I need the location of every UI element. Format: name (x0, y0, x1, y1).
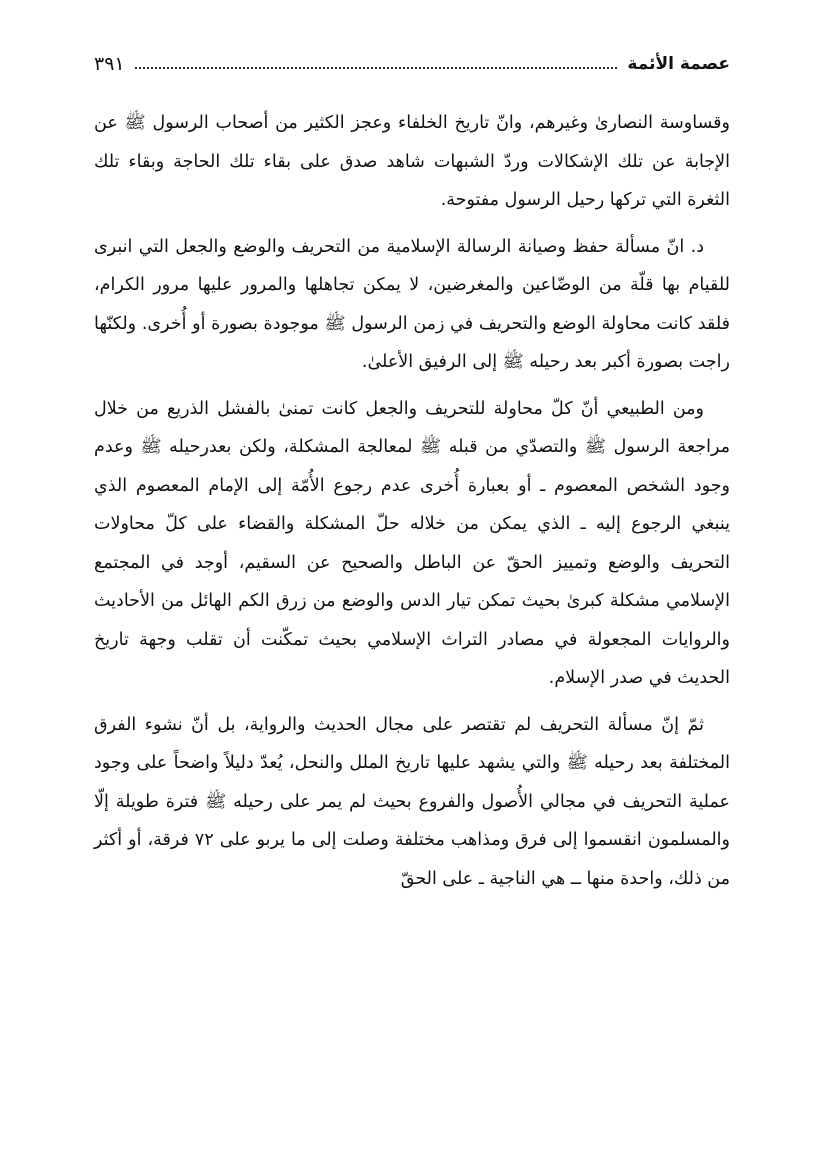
body-text (94, 104, 730, 898)
paragraph-continuation: وقساوسة النصارىٰ وغيرهم، وانّ تاريخ الخلفاء وعجز الكثير من أصحاب الرسول ﷺ عن الإجابة عن تلك الإشكالات وردّ الشبهات شاهد صدق على بقاء تلك الحاجة وبقاء تلك الثغرة التي تركها رحيل الرسول مفتوحة. (94, 113, 730, 210)
page-header (94, 44, 730, 76)
paragraph-natural-consequence: ومن الطبيعي أنّ كلّ محاولة للتحريف والجعل كانت تمنىٰ بالفشل الذريع من خلال مراجعة الرسول ﷺ والتصدّي من قبله ﷺ لمعالجة المشكلة، ولكن بعدرحيله ﷺ وعدم وجود الشخص المعصوم ـ أو بعبارة أُخرى عدم رجوع الأُمّة إلى الإمام المعصوم الذي ينبغي الرجوع إليه ـ الذي يمكن من خلاله حلّ المشكلة والقضاء على كلّ محاولات التحريف والوضع وتمييز الحقّ عن الباطل والصحيح عن السقيم، أوجد في المجتمع الإسلامي مشكلة كبرىٰ بحيث تمكن تيار الدس والوضع من زرق الكم الهائل من الأحاديث والروايات المجعولة في مصادر التراث الإسلامي بحيث تمكّنت أن تقلب وجهة تاريخ الحديث في صدر الإسلام. (94, 398, 730, 688)
page-number: ٣٩١ (94, 53, 125, 75)
header-dotted-leader (135, 67, 618, 69)
running-title: عصمة الأئمة (627, 54, 730, 74)
paragraph-section-d: د. انّ مسألة حفظ وصيانة الرسالة الإسلامية من التحريف والوضع والجعل التي انبرى للقيام بها قلّة من الوضّاعين والمغرضين، لا يمكن تجاهلها والمرور عليها مرور الكرام، فلقد كانت محاولة الوضع والتحريف في زمن الرسول ﷺ موجودة بصورة أو أُخرى. ولكنّها راجت بصورة أكبر بعد رحيله ﷺ إلى الرفيق الأعلىٰ. (94, 236, 730, 372)
paragraph-sects: ثمّ إنّ مسألة التحريف لم تقتصر على مجال الحديث والرواية، بل أنّ نشوء الفرق المختلفة بعد رحيله ﷺ والتي يشهد عليها تاريخ الملل والنحل، يُعدّ دليلاً واضحاً على وجود عملية التحريف في مجالي الأُصول والفروع بحيث لم يمر على رحيله ﷺ فترة طويلة إلّا والمسلمون انقسموا إلى فرق ومذاهب مختلفة وصلت إلى ما يربو على ٧٢ فرقة، أو أكثر من ذلك، واحدة منها ــ هي الناجية ـ على الحقّ (94, 714, 730, 889)
